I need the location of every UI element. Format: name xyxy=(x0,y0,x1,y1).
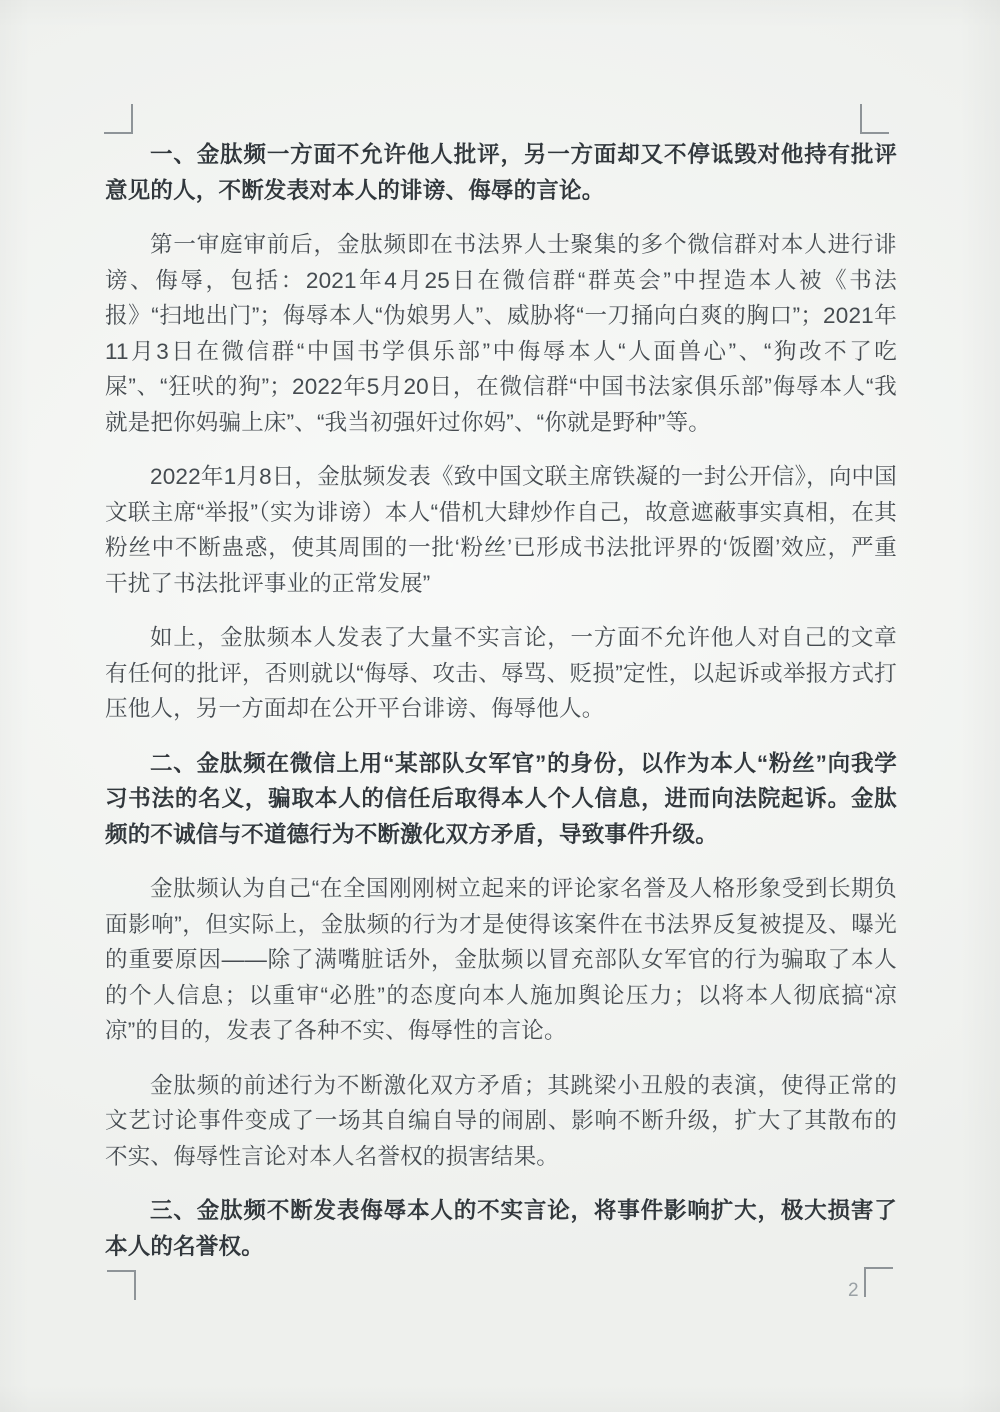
crop-mark-top-right xyxy=(860,104,889,134)
paragraph-6: 金肽频认为自己“在全国刚刚树立起来的评论家名誉及人格形象受到长期负面影响”，但实际上，金肽频的行为才是使得该案件在书法界反复被提及、曝光的重要原因——除了满嘴脏话外，金肽频以冒充部队女军官的行为骗取了本人的个人信息；以重审“必胜”的态度向本人施加舆论压力；以将本人彻底搞“凉凉”的目的，发表了各种不实、侮辱性的言论。 xyxy=(105,876,897,1043)
paragraph-2: 第一审庭审前后，金肽频即在书法界人士聚集的多个微信群对本人进行诽谤、侮辱，包括：2021年4月25日在微信群“群英会”中捏造本人被《书法报》“扫地出门”；侮辱本人“伪娘男人”、威胁将“一刀捅向白爽的胸口”；2021年11月3日在微信群“中国书学俱乐部”中侮辱本人“人面兽心”、“狗改不了吃屎”、“狂吠的狗”；2022年5月20日，在微信群“中国书法家俱乐部”侮辱本人“我就是把你妈骗上床”、“我当初强奸过你妈”、“你就是野种”等。 xyxy=(105,232,897,435)
page-number: 2 xyxy=(848,1280,859,1301)
section-heading-1: 一、金肽频一方面不允许他人批评，另一方面却又不停诋毁对他持有批评意见的人，不断发表对本人的诽谤、侮辱的言论。 xyxy=(105,142,897,203)
document-body xyxy=(105,137,897,1283)
paragraph-4: 如上，金肽频本人发表了大量不实言论，一方面不允许他人对自己的文章有任何的批评，否则就以“侮辱、攻击、辱骂、贬损”定性，以起诉或举报方式打压他人，另一方面却在公开平台诽谤、侮辱他人。 xyxy=(105,625,897,721)
paragraph-3: 2022年1月8日，金肽频发表《致中国文联主席铁凝的一封公开信》，向中国文联主席“举报”（实为诽谤）本人“借机大肆炒作自己，故意遮蔽事实真相，在其粉丝中不断蛊惑，使其周围的一批‘粉丝’已形成书法批评界的‘饭圈’效应，严重干扰了书法批评事业的正常发展” xyxy=(105,464,897,596)
section-heading-5: 二、金肽频在微信上用“某部队女军官”的身份，以作为本人“粉丝”向我学习书法的名义，骗取本人的信任后取得本人个人信息，进而向法院起诉。金肽频的不诚信与不道德行为不断激化双方矛盾，导致事件升级。 xyxy=(105,750,897,847)
paragraph-7: 金肽频的前述行为不断激化双方矛盾；其跳梁小丑般的表演，使得正常的文艺讨论事件变成了一场其自编自导的闹剧、影响不断升级，扩大了其散布的不实、侮辱性言论对本人名誉权的损害结果。 xyxy=(105,1072,897,1169)
crop-mark-top-left xyxy=(104,104,133,134)
section-heading-8: 三、金肽频不断发表侮辱本人的不实言论，将事件影响扩大，极大损害了本人的名誉权。 xyxy=(105,1198,897,1259)
